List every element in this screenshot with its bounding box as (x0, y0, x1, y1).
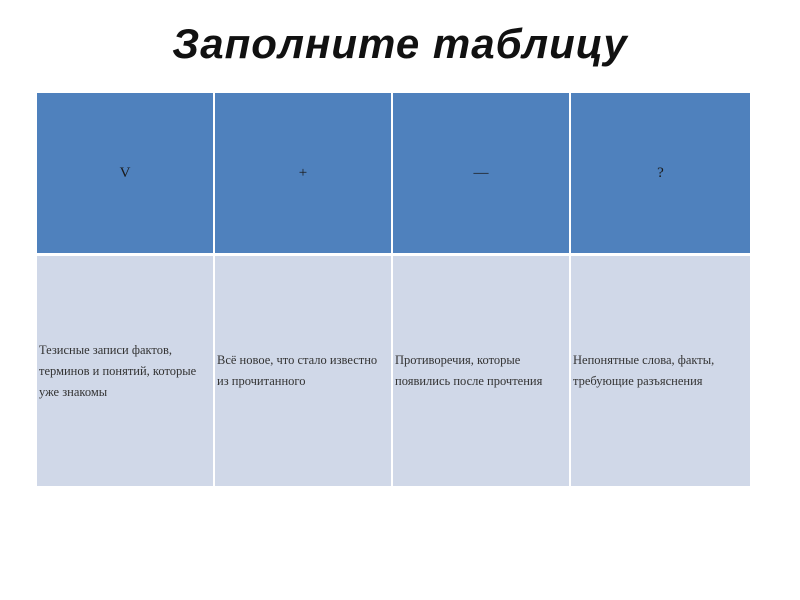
header-cell-plus: + (215, 93, 393, 256)
table-row (37, 256, 750, 486)
cell-known-facts: Тезисные записи фактов, терминов и понятий, которые уже знакомы (37, 256, 215, 486)
cell-unclear: Непонятные слова, факты, требующие разъяснения (571, 256, 750, 486)
header-cell-minus: — (393, 93, 571, 256)
cell-contradictions: Противоречия, которые появились после прочтения (393, 256, 571, 486)
insert-table (37, 93, 750, 486)
slide-title: Заполните таблицу (172, 20, 628, 67)
header-cell-check: V (37, 93, 215, 256)
cell-new-info: Всё новое, что стало известно из прочитанного (215, 256, 393, 486)
table-header-row (37, 93, 750, 256)
header-cell-question: ? (571, 93, 750, 256)
